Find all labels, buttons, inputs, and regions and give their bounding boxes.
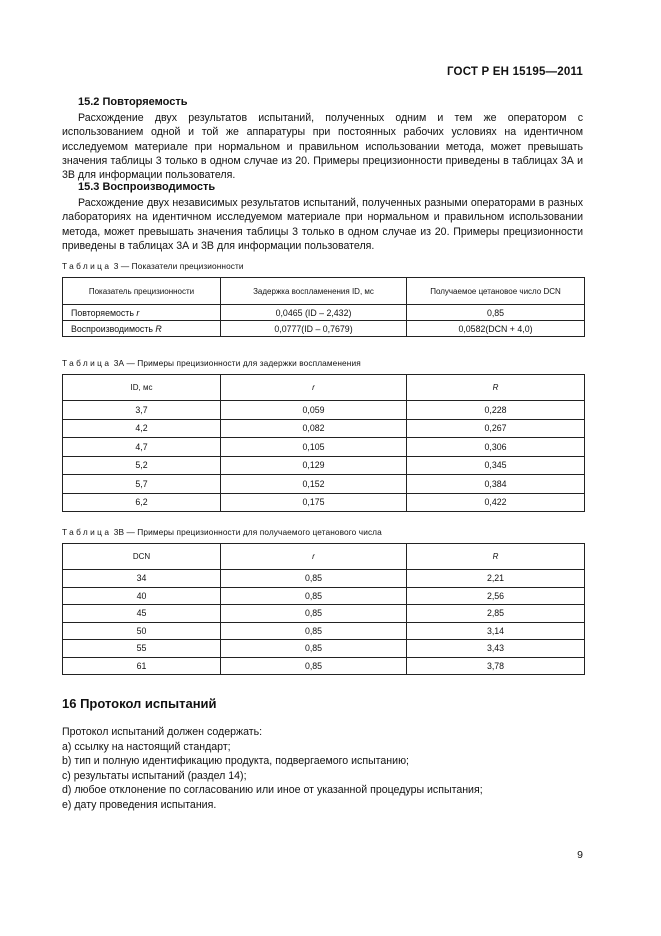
section-15-2-title: 15.2 Повторяемость [78, 96, 188, 108]
table-cell: 61 [63, 657, 221, 675]
list-item: b) тип и полную идентификацию продукта, подвергаемого испытанию; [62, 755, 409, 767]
table-3-caption-text: 3 — Показатели прецизионности [113, 261, 244, 271]
page-number: 9 [577, 849, 583, 861]
table-cell [63, 305, 221, 321]
table-cell: 45 [63, 605, 221, 623]
table-cell: 0,422 [407, 493, 585, 512]
table-row [63, 321, 585, 337]
table-cell: 0,306 [407, 438, 585, 457]
table-cell: 0,85 [221, 587, 407, 605]
section-15-3-title: 15.3 Воспроизводимость [78, 181, 216, 193]
table-cell: 0,85 [221, 570, 407, 588]
indicator-name: Воспроизводимость [71, 323, 153, 334]
table-cell: 0,228 [407, 401, 585, 420]
table-3b-caption-text: 3В — Примеры прецизионности для получаемого цетанового числа [113, 527, 382, 537]
table-row [63, 456, 585, 475]
section-16-intro: Протокол испытаний должен содержать: [62, 726, 263, 738]
table-row [63, 657, 585, 675]
table-row [63, 570, 585, 588]
table-cell: 0,059 [221, 401, 407, 420]
list-item: d) любое отклонение по согласованию или иное от указанной процедуры испытания; [62, 784, 483, 796]
table-cell: 6,2 [63, 493, 221, 512]
section-15-3-text: Расхождение двух независимых результатов испытаний, полученных разными операторами в разных лабораториях на идентичном исследуемом материале при нормальном и правильном использовании метода, может превышать значения таблицы 3 только в одном случае из 20. Примеры прецизионности приведены в таблицах 3А и 3В для информации пользователя. [62, 197, 583, 252]
table-cell: 0,129 [221, 456, 407, 475]
section-15-2-text: Расхождение двух результатов испытаний, полученных одним и тем же оператором с использованием одной и той же аппаратуры при постоянных рабочих условиях на идентичном исследуемом материале при нормальном и правильном использовании метода, может превышать значения таблицы 3 только в одном случае из 20. Примеры прецизионности приведены в таблицах 3А и 3В для информации пользователя. [62, 112, 583, 182]
table-cell: 2,56 [407, 587, 585, 605]
table-row [63, 305, 585, 321]
table-cell: 3,43 [407, 640, 585, 658]
table-3-header: Задержка воспламенения ID, мс [221, 278, 407, 305]
table-cell: 0,0582(DCN + 4,0) [407, 321, 585, 337]
table-cell: 0,175 [221, 493, 407, 512]
table-3b [62, 543, 585, 675]
table-3-header: Показатель прецизионности [63, 278, 221, 305]
indicator-name: Повторяемость [71, 307, 134, 318]
list-item: e) дату проведения испытания. [62, 798, 217, 811]
table-row [63, 438, 585, 457]
table-row [63, 493, 585, 512]
table-cell: 55 [63, 640, 221, 658]
table-cell: 0,85 [221, 657, 407, 675]
table-cell: 0,152 [221, 475, 407, 494]
table-cell: 0,0777(ID – 0,7679) [221, 321, 407, 337]
table-3a-header: ID, мс [63, 375, 221, 401]
table-3b-header: DCN [63, 544, 221, 570]
table-cell: 0,0465 (ID – 2,432) [221, 305, 407, 321]
table-3b-header: r [221, 544, 407, 570]
table-cell: 2,85 [407, 605, 585, 623]
table-cell: 40 [63, 587, 221, 605]
table-cell: 0,85 [221, 640, 407, 658]
table-cell: 3,7 [63, 401, 221, 420]
table-cell: 0,85 [221, 622, 407, 640]
table-row [63, 475, 585, 494]
table-cell: 5,7 [63, 475, 221, 494]
table-3-header: Получаемое цетановое число DCN [407, 278, 585, 305]
section-16-list [62, 725, 483, 812]
table-cell: 0,85 [407, 305, 585, 321]
table-row [63, 622, 585, 640]
table-cell: 0,85 [221, 605, 407, 623]
table-cell: 5,2 [63, 456, 221, 475]
table-cell: 3,78 [407, 657, 585, 675]
list-item: c) результаты испытаний (раздел 14); [62, 769, 247, 782]
table-row [63, 419, 585, 438]
table-3b-header: R [407, 544, 585, 570]
table-cell: 0,384 [407, 475, 585, 494]
indicator-symbol: R [155, 323, 162, 334]
table-cell: 0,082 [221, 419, 407, 438]
table-cell: 0,267 [407, 419, 585, 438]
table-cell [63, 321, 221, 337]
table-3 [62, 277, 585, 337]
table-3-caption-label: Таблица [62, 261, 112, 271]
table-cell: 0,345 [407, 456, 585, 475]
list-item: a) ссылку на настоящий стандарт; [62, 740, 231, 753]
table-3a-caption-text: 3А — Примеры прецизионности для задержки воспламенения [113, 358, 361, 368]
section-16-title: 16 Протокол испытаний [62, 696, 217, 711]
table-cell: 4,7 [63, 438, 221, 457]
table-cell: 50 [63, 622, 221, 640]
table-3-caption [62, 261, 244, 271]
table-cell: 0,105 [221, 438, 407, 457]
table-3a-header: R [407, 375, 585, 401]
table-cell: 3,14 [407, 622, 585, 640]
table-row [63, 605, 585, 623]
table-cell: 4,2 [63, 419, 221, 438]
table-3a-caption [62, 358, 361, 368]
document-header: ГОСТ Р ЕН 15195—2011 [446, 66, 583, 78]
indicator-symbol: r [136, 307, 140, 318]
table-row [63, 587, 585, 605]
table-cell: 34 [63, 570, 221, 588]
table-row [63, 640, 585, 658]
table-row [63, 401, 585, 420]
table-3b-caption [62, 527, 382, 537]
table-3b-caption-label: Таблица [62, 527, 112, 537]
table-3a-caption-label: Таблица [62, 358, 112, 368]
table-cell: 2,21 [407, 570, 585, 588]
table-3a-header: r [221, 375, 407, 401]
table-3a [62, 374, 585, 512]
